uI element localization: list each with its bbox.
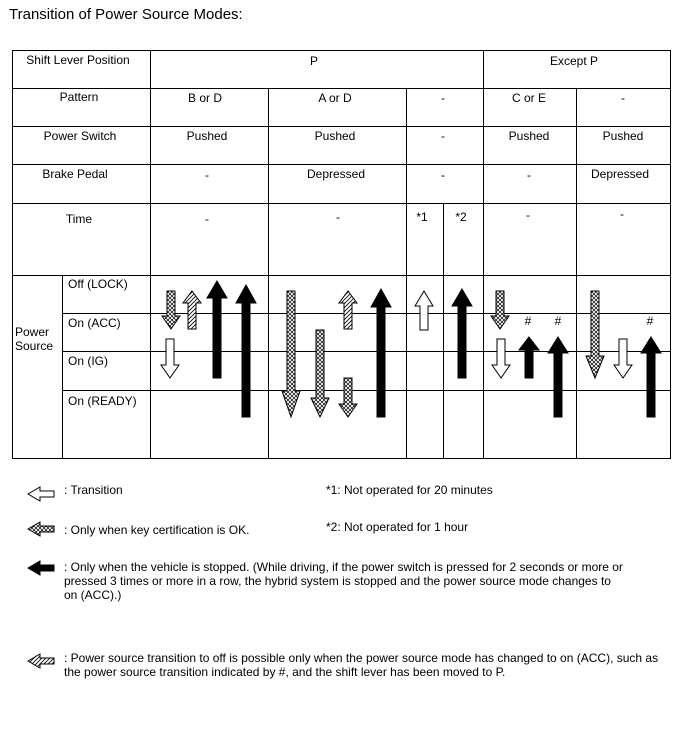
hash-mark: # (554, 314, 562, 328)
arrow-down-transition-icon (492, 339, 510, 378)
mode-on-ready: On (READY) (68, 394, 137, 408)
power-switch-col1: Pushed (186, 129, 228, 143)
pattern-col2: A or D (318, 91, 352, 105)
arrow-up-hatched-icon (183, 291, 201, 329)
arrow-up-stopped-icon (452, 289, 472, 378)
arrow-down-keycert-icon (282, 291, 300, 417)
header-brake-pedal: Brake Pedal (42, 167, 108, 181)
arrow-down-keycert-icon (491, 291, 509, 329)
arrow-down-transition-icon (614, 339, 632, 378)
pattern-col3: - (441, 91, 445, 105)
brake-col3: - (441, 168, 445, 182)
legend-hatched-icon (28, 654, 54, 668)
arrow-up-stopped-icon (519, 337, 539, 378)
power-switch-col3: - (441, 129, 445, 143)
time-col3b: *2 (455, 210, 467, 224)
power-switch-col5: Pushed (602, 129, 644, 143)
transition-arrows (161, 281, 661, 417)
legend-stopped-text: : Only when the vehicle is stopped. (While driving, if the power switch is pressed for 2 seconds or more or pressed 3 times or more in a row, the hybrid system is stopped and the power source mode changes to on (ACC).) (64, 560, 623, 602)
header-power-switch: Power Switch (43, 129, 117, 143)
arrow-up-hatched-icon (339, 291, 357, 329)
arrow-down-keycert-icon (162, 291, 180, 329)
shift-except-p: Except P (549, 54, 599, 68)
time-col3a: *1 (416, 210, 428, 224)
note-2: *2: Not operated for 1 hour (326, 520, 469, 534)
arrow-up-transition-icon (415, 291, 433, 330)
brake-col2: Depressed (306, 167, 366, 181)
legend-transition-icon (28, 487, 54, 501)
legend-keycert-text: : Only when key certification is OK. (64, 523, 250, 537)
arrow-down-keycert-icon (586, 291, 604, 378)
header-shift-lever: Shift Lever Position (26, 53, 130, 67)
brake-col5: Depressed (590, 167, 650, 181)
header-time: Time (65, 212, 93, 226)
power-switch-col4: Pushed (508, 129, 550, 143)
header-power-source: Power Source (15, 325, 54, 353)
time-col2: - (336, 210, 340, 224)
arrow-up-stopped-icon (207, 281, 227, 378)
pattern-col1: B or D (187, 91, 223, 105)
mode-on-ig: On (IG) (68, 354, 109, 368)
time-col5: - (620, 207, 624, 221)
pattern-col4: C or E (511, 91, 547, 105)
hash-mark: # (524, 314, 532, 328)
arrow-down-transition-icon (161, 339, 179, 378)
arrow-up-stopped-icon (641, 337, 661, 417)
arrow-down-keycert-icon (311, 330, 329, 417)
header-pattern: Pattern (59, 90, 99, 104)
brake-col1: - (205, 168, 209, 182)
legend-stopped-icon (28, 561, 54, 575)
pattern-col5: - (621, 91, 625, 105)
mode-on-acc: On (ACC) (68, 316, 121, 330)
legend-transition-text: : Transition (64, 483, 123, 497)
power-switch-col2: Pushed (314, 129, 356, 143)
brake-col4: - (527, 168, 531, 182)
time-col4: - (526, 208, 530, 222)
time-col1: - (205, 212, 209, 226)
mode-off-lock: Off (LOCK) (68, 277, 128, 291)
arrow-up-stopped-icon (548, 337, 568, 417)
legend-keycert-icon (28, 522, 54, 536)
legend-hatched-text: : Power source transition to off is possible only when the power source mode has changed to on (ACC), such as the power source transition indicated by #, and the shift lever has been moved to P. (64, 651, 659, 679)
note-1: *1: Not operated for 20 minutes (326, 483, 493, 497)
arrow-down-keycert-icon (339, 378, 357, 417)
arrow-up-stopped-icon (371, 289, 391, 417)
shift-p: P (309, 54, 319, 68)
hash-mark: # (646, 314, 654, 328)
page-title: Transition of Power Source Modes: (9, 6, 243, 23)
legend (28, 483, 661, 679)
